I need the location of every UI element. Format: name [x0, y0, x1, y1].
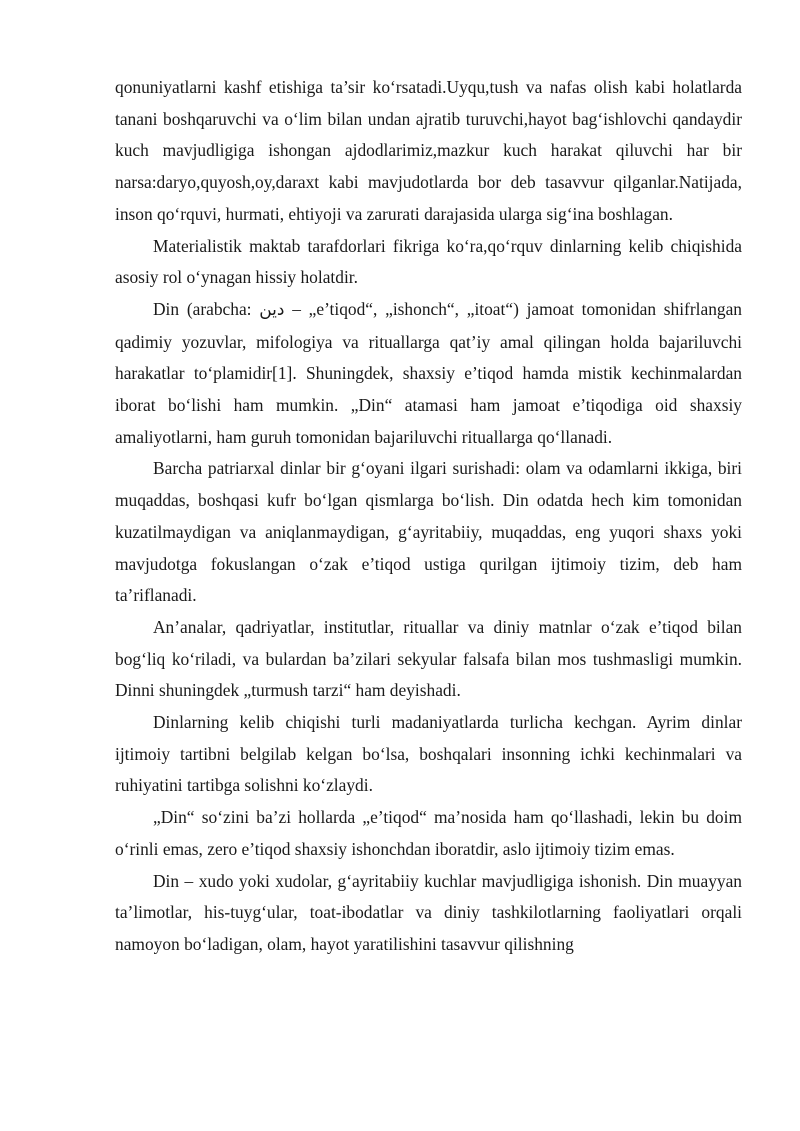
- paragraph-origins-cultures: Dinlarning kelib chiqishi turli madaniyatlarda turlicha kechgan. Ayrim dinlar ijtimoiy tartibni belgilab kelgan bo‘lsa, boshqalari insonning ichki kechinmalari va ruhiyatini tartibga solishni ko‘zlaydi.: [115, 712, 742, 796]
- paragraph-continuation: qonuniyatlarni kashf etishiga ta’sir ko‘rsatadi.Uyqu,tush va nafas olish kabi holatlarda tanani boshqaruvchi va o‘lim bilan undan ajratib turuvchi,hayot bag‘ishlovchi qandaydir kuch mavjudligiga ishongan ajdodlarimiz,mazkur kuch harakat qiluvchi har bir narsa:daryo,quyosh,oy,daraxt kabi mavjudotlarda bor deb tasavvur qilganlar.Natijada, inson qo‘rquvi, hurmati, ehtiyoji va zarurati darajasida ularga sig‘ina boshlagan.: [115, 77, 742, 224]
- din-definition-rest: – „e’tiqod“, „ishonch“, „itoat“) jamoat tomonidan shifrlangan qadimiy yozuvlar, mifologiya va rituallarga qat’iy amal qilingan holda bajariluvchi harakatlar to‘plamidir[1]. Shuningdek, shaxsiy e’tiqod hamda mistik kechinmalardan iborat bo‘lishi ham mumkin. „Din“ atamasi ham jamoat e’tiqodiga oid shaxsiy amaliyotlarni, ham guruh tomonidan bajariluvchi rituallarga qo‘llanadi.: [115, 298, 742, 447]
- arabic-word-din: دين: [259, 299, 285, 320]
- paragraph-din-definition: [115, 294, 742, 454]
- paragraph-patriarchal-religions: Barcha patriarxal dinlar bir g‘oyani ilgari surishadi: olam va odamlarni ikkiga, biri muqaddas, boshqasi kufr bo‘lgan qismlarga bo‘lish. Din odatda hech kim tomonidan kuzatilmaydigan va aniqlanmaydigan, g‘ayritabiiy, muqaddas, eng yuqori shaxs yoki mavjudotga fokuslangan o‘zak e’tiqod ustiga qurilgan ijtimoiy tizim, deb ham ta’riflanadi.: [115, 458, 742, 606]
- document-body: [115, 72, 742, 961]
- paragraph-materialistic-school: Materialistik maktab tarafdorlari fikriga ko‘ra,qo‘rquv dinlarning kelib chiqishida asosiy rol o‘ynagan hissiy holatdir.: [115, 235, 742, 288]
- din-definition-start: Din (arabcha:: [153, 298, 260, 319]
- paragraph-traditions-values: An’analar, qadriyatlar, institutlar, rituallar va diniy matnlar o‘zak e’tiqod bilan bog‘liq ko‘riladi, va bulardan ba’zilari sekyular falsafa bilan mos tushmasligi mumkin. Dinni shuningdek „turmush tarzi“ ham deyishadi.: [115, 616, 742, 701]
- paragraph-din-belief: Din – xudo yoki xudolar, g‘ayritabiiy kuchlar mavjudligiga ishonish. Din muayyan ta’limotlar, his-tuyg‘ular, toat-ibodatlar va diniy tashkilotlarning faoliyatlari orqali namoyon bo‘ladigan, olam, hayot yaratilishini tasavvur qilishning: [115, 870, 742, 954]
- paragraph-din-etiqod-usage: „Din“ so‘zini ba’zi hollarda „e’tiqod“ ma’nosida ham qo‘llashadi, lekin bu doim o‘rinli emas, zero e’tiqod shaxsiy ishonchdan iboratdir, aslo ijtimoiy tizim emas.: [115, 807, 742, 859]
